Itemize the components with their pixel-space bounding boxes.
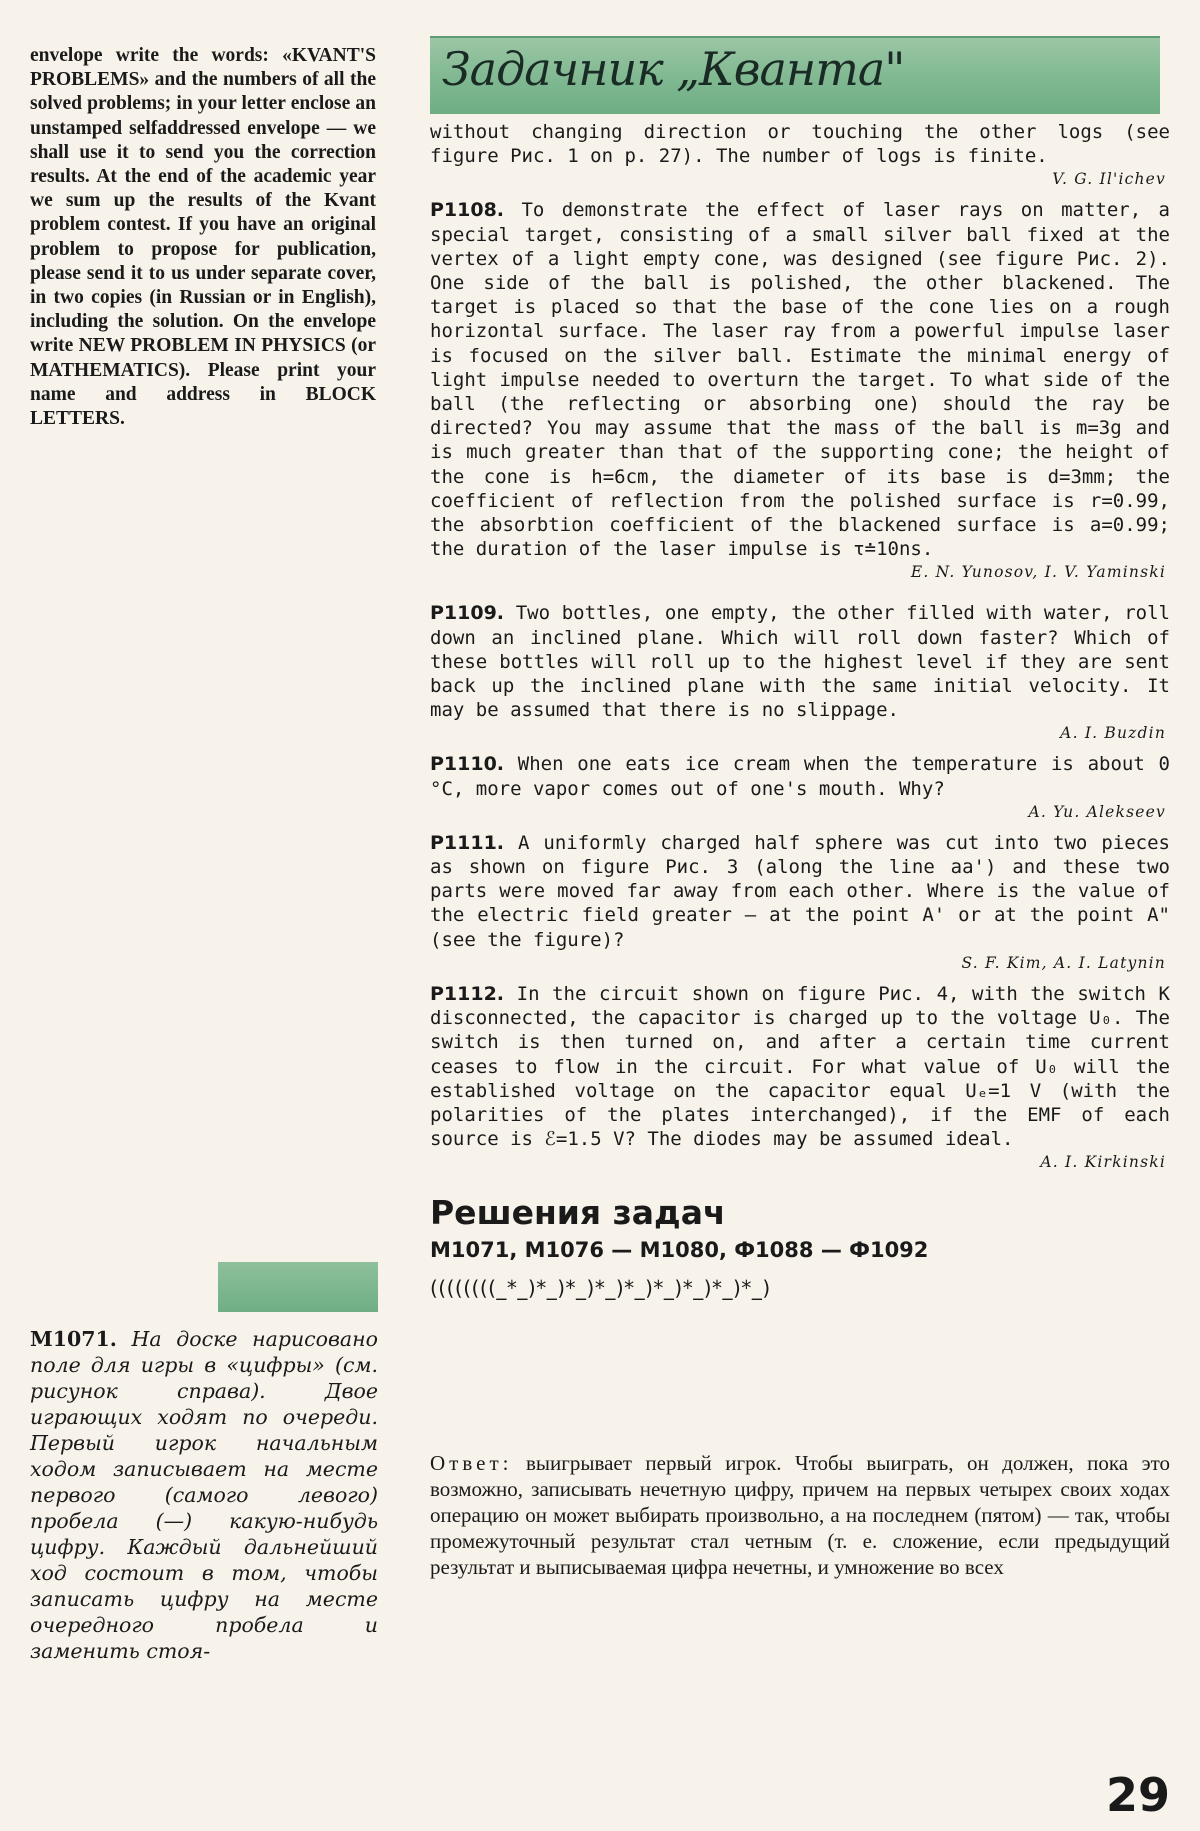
problem-number: М1071. — [30, 1327, 117, 1351]
submission-instructions: envelope write the words: «KVANT'S PROBLEMS» and the numbers of all the solved problems; in your letter enclose an unstamped selfaddressed envelope — we shall use it to send you the correction results. At the end of the academic year we sum up the results of the Kvant problem contest. If you have an original problem to propose for publication, please send it to us under separate cover, in two copies (in Russian or in English), including the solution. On the envelope write NEW PROBLEM IN PHYSICS (or MATHEMATICS). Please print your name and address in BLOCK LETTERS. — [30, 45, 376, 430]
problem-text: A uniformly charged half sphere was cut into two pieces as shown on figure Рис. 3 (along the line aa') and these two parts were moved far away from each other. Where is the value of the electric field greater — at the point A' or at the point A" (see the figure)? — [430, 831, 1170, 951]
section-banner — [430, 36, 1160, 114]
problem-number: P1108. — [430, 199, 505, 222]
section-title: Задачник „Кванта" — [442, 42, 905, 96]
problem-p1111 — [430, 831, 1170, 972]
problem-author: V. G. Il'ichev — [1052, 170, 1166, 189]
solutions-title: Решения задач — [430, 1193, 726, 1233]
problem-p1112 — [430, 982, 1170, 1171]
problem-author: E. N. Yunosov, I. V. Yaminski — [910, 563, 1166, 582]
problem-number: P1110. — [430, 753, 505, 776]
problem-author: S. F. Kim, A. I. Latynin — [961, 953, 1166, 972]
problem-text: To demonstrate the effect of laser rays on matter, a special target, consisting of a small silver ball fixed at the vertex of a light empty cone, was designed (see figure Рис. 2). One side of the ball is polished, the other blackened. The target is placed so that the base of the cone lies on a rough horizontal surface. The laser ray from a powerful impulse laser is focused on the silver ball. Estimate the minimal energy of light impulse needed to overturn the target. To what side of the ball (the reflecting or absorbing one) should the ray be directed? You may assume that the mass of the ball is m=3g and is much greater than that of the supporting cone; the height of the cone is h=6cm, the diameter of its base is d=3mm; the coefficient of reflection from the polished surface is r=0.99, the absorbtion coefficient of the blackened surface is a=0.99; the duration of the laser impulse is τ≐10ns. — [430, 199, 1170, 561]
problem-text: When one eats ice cream when the temperature is about 0 °C, more vapor comes out of one's mouth. Why? — [430, 753, 1170, 800]
page-number: 29 — [1105, 1768, 1170, 1822]
problem-m1071 — [30, 1326, 378, 1664]
problem-author: A. I. Kirkinski — [1040, 1153, 1166, 1172]
problem-number: P1111. — [430, 831, 505, 854]
solutions-subtitle: М1071, М1076 — М1080, Ф1088 — Ф1092 — [430, 1238, 929, 1263]
answer-lead: Ответ: — [430, 1451, 513, 1476]
problem-text: Two bottles, one empty, the other filled with water, roll down an inclined plane. Which will roll down faster? Which of these bottles will roll up to the highest level if they are sent back up the inclined plane with the same initial velocity. It may be assumed that there is no slippage. — [430, 602, 1170, 722]
continuation-text: without changing direction or touching the other logs (see figure Рис. 1 on p. 27). The number of logs is finite. — [430, 121, 1170, 168]
problem-number: P1109. — [430, 602, 505, 625]
left-column — [30, 44, 376, 431]
problem-number: P1112. — [430, 982, 505, 1005]
answer-paragraph — [430, 1450, 1170, 1580]
problem-p1108 — [430, 198, 1170, 581]
answer-text: выигрывает первый игрок. Чтобы выиграть, он должен, пока это возможно, записывать нечетную цифру, причем на первых четырех своих ходах операцию он может выбирать произвольно, а на последнем (пятом) — так, чтобы промежуточный результат стал четным (т. е. сложение, если предыдущий результат и выписываемая цифра нечетны, и умножение во всех — [430, 1451, 1170, 1580]
game-field-formula: ((((((((_*_)*_)*_)*_)*_)*_)*_)*_)*_) — [430, 1276, 771, 1301]
problem-author: A. I. Buzdin — [1060, 724, 1166, 743]
problem-author: A. Yu. Alekseev — [1028, 802, 1166, 821]
problem-continuation — [430, 120, 1170, 188]
problem-p1109 — [430, 601, 1170, 742]
right-column — [430, 36, 1170, 1580]
margin-green-block — [218, 1262, 378, 1312]
solutions-section — [430, 1193, 1170, 1580]
problem-text: In the circuit shown on figure Рис. 4, with the switch K disconnected, the capacitor is charged up to the voltage U₀. The switch is then turned on, and after a certain time current ceases to flow in the circuit. For what value of U₀ will the established voltage on the capacitor equal Uₑ=1 V (with the polarities of the plates interchanged), if the EMF of each source is ℰ=1.5 V? The diodes may be assumed ideal. — [430, 982, 1170, 1151]
problem-text: На доске нарисовано поле для игры в «цифры» (см. рисунок справа). Двое играющих ходят по очереди. Первый игрок начальным ходом записывает на месте первого (самого левого) пробела (—) какую-нибудь цифру. Каждый дальнейший ход состоит в том, чтобы записать цифру на месте очередного пробела и заменить стоя- — [30, 1327, 378, 1663]
problem-p1110 — [430, 752, 1170, 820]
